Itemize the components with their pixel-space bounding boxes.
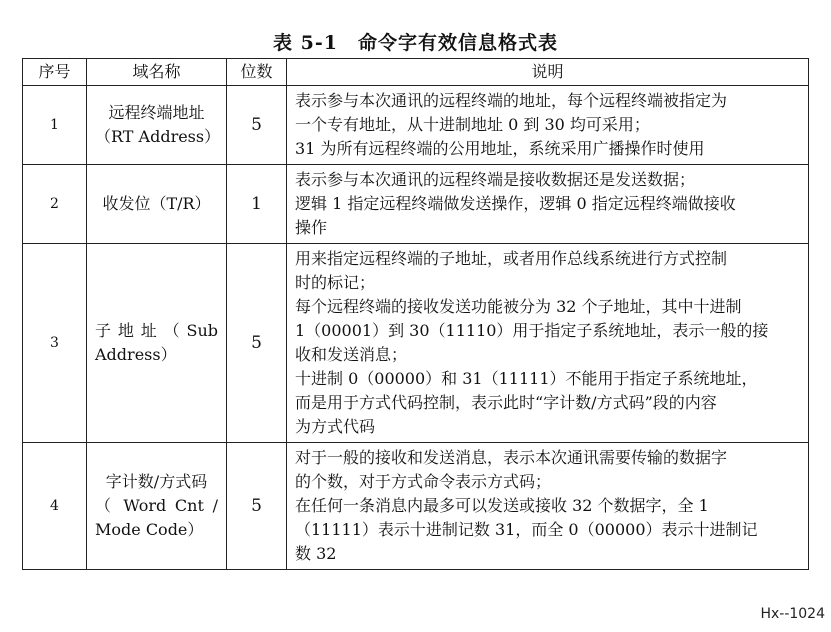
desc-line: 数 32 bbox=[295, 544, 337, 563]
desc-line: 每个远程终端的接收发送功能被分为 32 个子地址，其中十进制 bbox=[295, 297, 742, 316]
table-row bbox=[23, 165, 809, 244]
table-caption: 表 5-1 命令字有效信息格式表 bbox=[273, 32, 558, 54]
row-bits: 5 bbox=[227, 86, 287, 165]
table-header-row bbox=[23, 59, 809, 86]
row-description bbox=[287, 443, 809, 570]
field-name-line: 收发位（T/R） bbox=[102, 194, 211, 213]
desc-line: 对于一般的接收和发送消息，表示本次通讯需要传输的数据字 bbox=[295, 448, 728, 467]
row-field-name bbox=[87, 443, 227, 570]
desc-line: 操作 bbox=[295, 218, 328, 237]
row-bits: 5 bbox=[227, 244, 287, 443]
desc-line: 时的标记； bbox=[295, 273, 376, 292]
watermark-text: Hx--1024 bbox=[760, 606, 825, 622]
row-bits: 5 bbox=[227, 443, 287, 570]
desc-line: 用来指定远程终端的子地址，或者用作总线系统进行方式控制 bbox=[295, 249, 728, 268]
desc-line: 表示参与本次通讯的远程终端的地址，每个远程终端被指定为 bbox=[295, 91, 728, 110]
row-bits: 1 bbox=[227, 165, 287, 244]
row-description bbox=[287, 244, 809, 443]
field-name-line: （ Word Cnt / bbox=[95, 496, 218, 515]
desc-line: 1（00001）到 30（11110）用于指定子系统地址，表示一般的接 bbox=[295, 321, 769, 340]
table-row bbox=[23, 86, 809, 165]
header-no: 序号 bbox=[23, 59, 87, 86]
field-name-line: Address） bbox=[95, 345, 177, 364]
row-description bbox=[287, 86, 809, 165]
header-name: 域名称 bbox=[87, 59, 227, 86]
desc-line: 表示参与本次通讯的远程终端是接收数据还是发送数据； bbox=[295, 170, 696, 189]
desc-line: 一个专有地址，从十进制地址 0 到 30 均可采用； bbox=[295, 115, 650, 134]
field-name-line: （RT Address） bbox=[95, 127, 221, 146]
row-description bbox=[287, 165, 809, 244]
table-row bbox=[23, 443, 809, 570]
desc-line: 十进制 0（00000）和 31（11111）不能用于指定子系统地址， bbox=[295, 369, 758, 388]
row-no: 3 bbox=[23, 244, 87, 443]
command-word-format-table bbox=[22, 58, 809, 570]
desc-line: 逻辑 1 指定远程终端做发送操作，逻辑 0 指定远程终端做接收 bbox=[295, 194, 736, 213]
row-field-name bbox=[87, 86, 227, 165]
desc-line: （11111）表示十进制记数 31，而全 0（00000）表示十进制记 bbox=[295, 520, 758, 539]
row-no: 4 bbox=[23, 443, 87, 570]
row-no: 2 bbox=[23, 165, 87, 244]
desc-line: 收和发送消息； bbox=[295, 345, 408, 364]
field-name-line: 远程终端地址 bbox=[108, 103, 205, 122]
header-bits: 位数 bbox=[227, 59, 287, 86]
field-name-line: 子 地 址 （ Sub bbox=[95, 321, 218, 340]
row-no: 1 bbox=[23, 86, 87, 165]
desc-line: 而是用于方式代码控制，表示此时“字计数/方式码”段的内容 bbox=[295, 393, 717, 412]
row-field-name bbox=[87, 244, 227, 443]
field-name-line: Mode Code） bbox=[95, 520, 204, 539]
desc-line: 31 为所有远程终端的公用地址，系统采用广播操作时使用 bbox=[295, 139, 705, 158]
table-row bbox=[23, 244, 809, 443]
field-name-line: 字计数/方式码 bbox=[105, 472, 208, 491]
desc-line: 的个数，对于方式命令表示方式码； bbox=[295, 472, 552, 491]
desc-line: 为方式代码 bbox=[295, 417, 376, 436]
desc-line: 在任何一条消息内最多可以发送或接收 32 个数据字，全 1 bbox=[295, 496, 709, 515]
header-desc: 说明 bbox=[287, 59, 809, 86]
row-field-name bbox=[87, 165, 227, 244]
